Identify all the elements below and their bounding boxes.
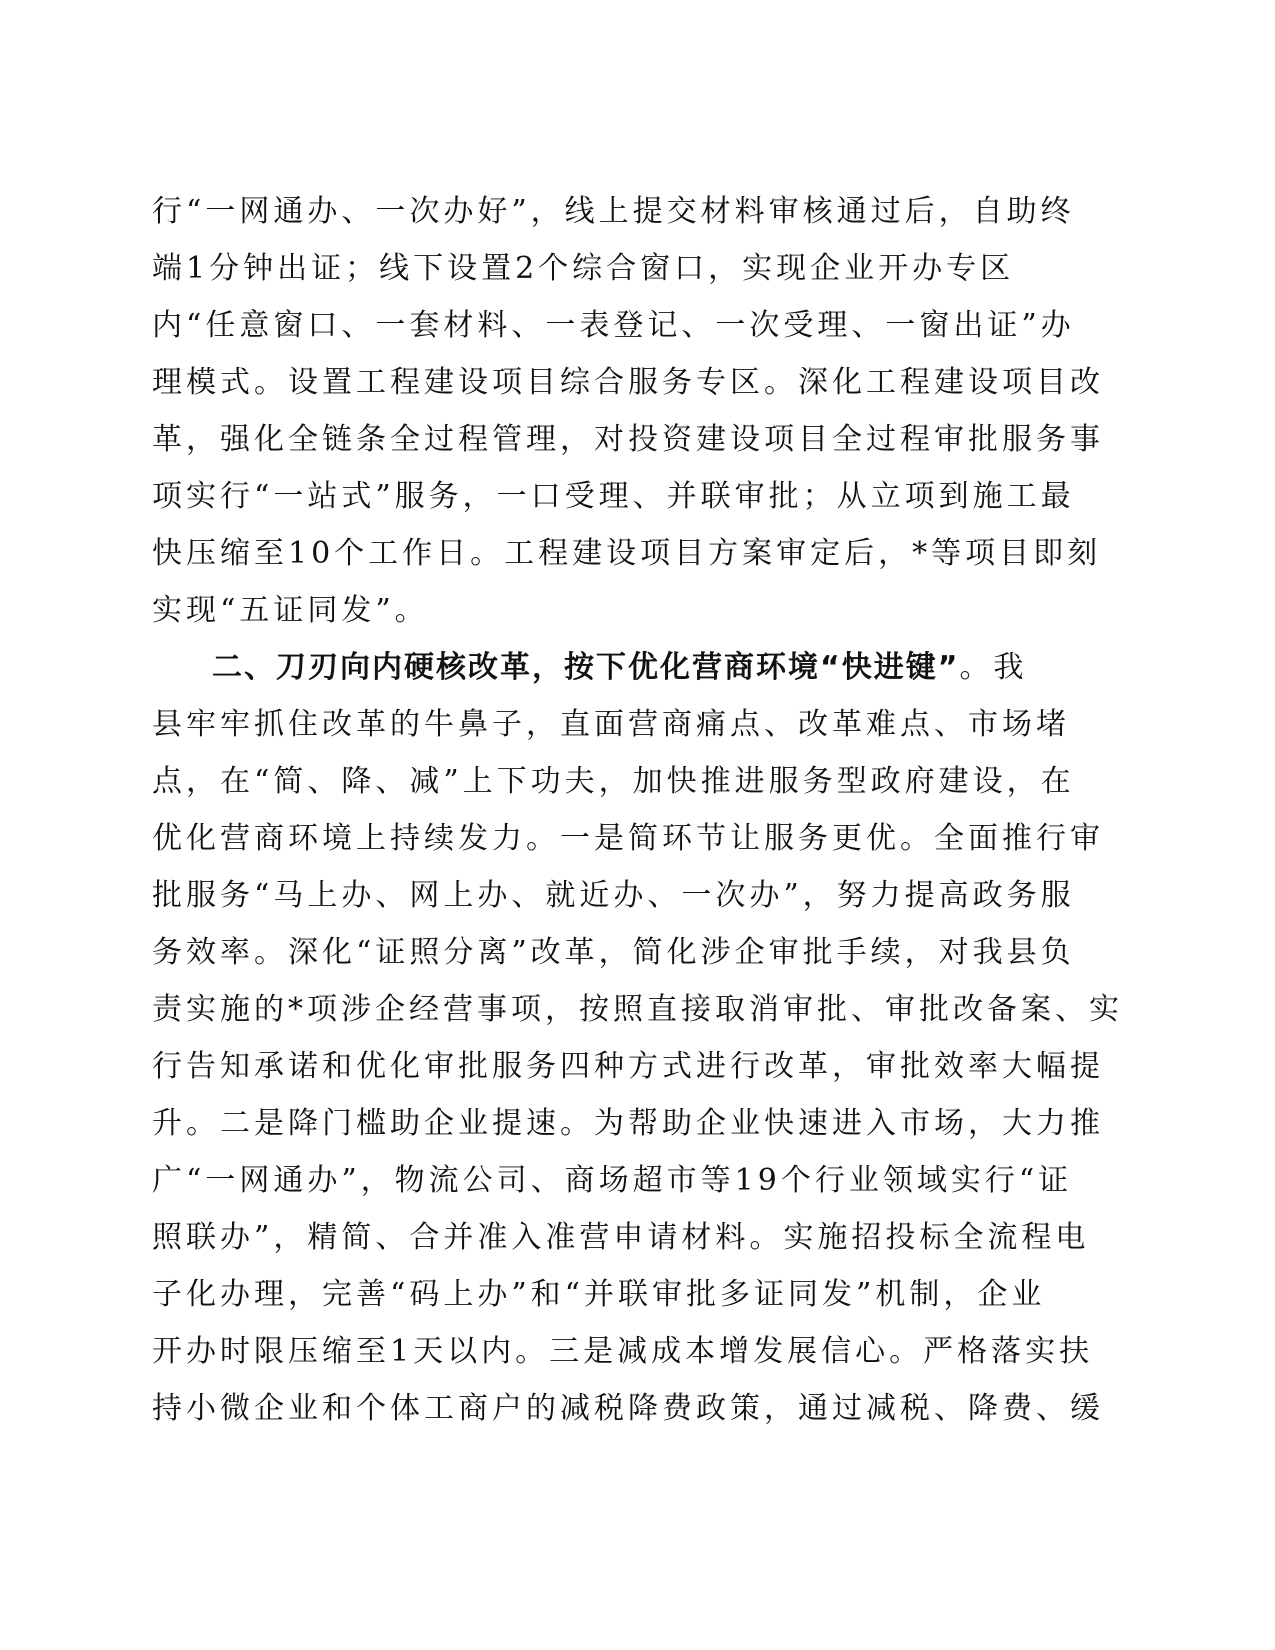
text-line: 端1分钟出证；线下设置2个综合窗口，实现企业开办专区: [152, 251, 1015, 286]
text-line: 批服务“马上办、网上办、就近办、一次办”，努力提高政务服: [152, 878, 1075, 913]
text-line: 行“一网通办、一次办好”，线上提交材料审核通过后，自助终: [152, 194, 1075, 229]
text-line: 开办时限压缩至1天以内。三是减成本增发展信心。严格落实扶: [152, 1334, 1094, 1369]
text-line: 子化办理，完善“码上办”和“并联审批多证同发”机制，企业: [152, 1277, 1046, 1312]
section-heading: 二、刀刃向内硬核改革，按下优化营商环境“快进键”: [212, 650, 960, 685]
text-line: 广“一网通办”，物流公司、商场超市等19个行业领域实行“证: [152, 1163, 1073, 1198]
text-line: 行告知承诺和优化审批服务四种方式进行改革，审批效率大幅提: [152, 1049, 1104, 1084]
text-line: 责实施的*项涉企经营事项，按照直接取消审批、审批改备案、实: [152, 992, 1123, 1027]
text-line: 县牢牢抓住改革的牛鼻子，直面营商痛点、改革难点、市场堵: [152, 707, 1070, 742]
text-line: 点，在“简、降、减”上下功夫，加快推进服务型政府建设，在: [152, 764, 1075, 799]
section-heading-tail: 。我: [959, 650, 1028, 685]
text-line: 快压缩至10个工作日。工程建设项目方案审定后，*等项目即刻: [152, 536, 1102, 571]
text-line: 优化营商环境上持续发力。一是简环节让服务更优。全面推行审: [152, 821, 1104, 856]
text-line: 实现“五证同发”。: [152, 593, 429, 628]
text-line: 革，强化全链条全过程管理，对投资建设项目全过程审批服务事: [152, 422, 1104, 457]
text-line: 理模式。设置工程建设项目综合服务专区。深化工程建设项目改: [152, 365, 1104, 400]
text-line: 持小微企业和个体工商户的减税降费政策，通过减税、降费、缓: [152, 1391, 1104, 1426]
text-line: 内“任意窗口、一套材料、一表登记、一次受理、一窗出证”办: [152, 308, 1075, 343]
section-heading-line: [152, 639, 1112, 696]
text-line: 项实行“一站式”服务，一口受理、并联审批；从立项到施工最: [152, 479, 1075, 514]
text-line: 务效率。深化“证照分离”改革，简化涉企审批手续，对我县负: [152, 935, 1075, 970]
document-body: [152, 183, 1123, 1437]
text-line: 照联办”，精简、合并准入准营申请材料。实施招投标全流程电: [152, 1220, 1090, 1255]
text-line: 升。二是降门槛助企业提速。为帮助企业快速进入市场，大力推: [152, 1106, 1104, 1141]
